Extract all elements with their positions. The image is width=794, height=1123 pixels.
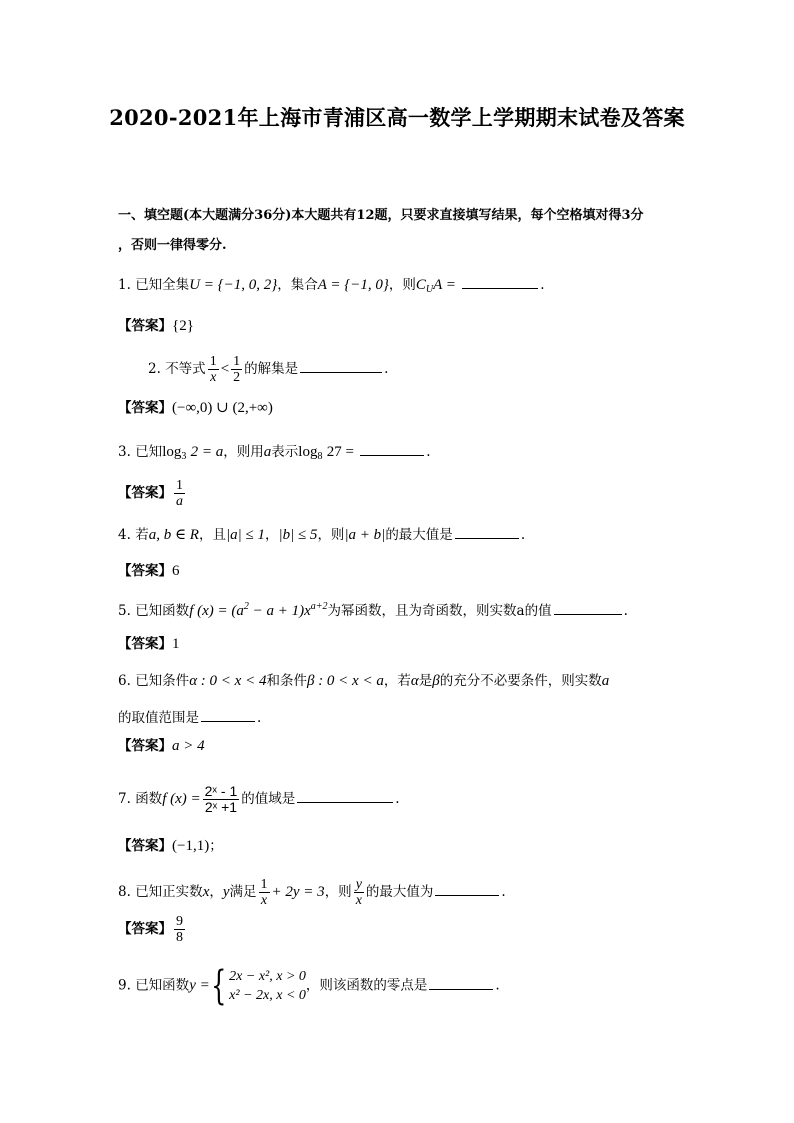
answer-blank[interactable] (554, 600, 622, 615)
answer-3: 【答案】 $\frac{1}{a}$ (118, 478, 183, 509)
question-8: 8. 已知正实数x，y满足 $\frac{1}{x}$ + 2y = 3，则 $\frac{y}{x}$ 的最大值为 . (118, 877, 506, 908)
answer-blank[interactable] (435, 881, 499, 896)
question-5: 5. 已知函数f $(x) = (a^2 - a + 1)x^{a+2}$为幂函数，且为奇函数，则实数a的值 . (118, 601, 628, 619)
answer-blank[interactable] (455, 524, 519, 539)
question-1: 1. 已知全集U = {−1, 0, 2}，集合A = {−1, 0}，则$C_UA$ = . (118, 274, 678, 300)
question-7: 7. 函数f (x) = $\frac{\text{2ˣ - 1}}{\text{2ˣ +1}}$ 的值域是 . (118, 783, 400, 815)
answer-blank[interactable] (201, 707, 255, 722)
question-3: 3. 已知$\log_3 2 = a$，则用a表示$\log_8 27$ = . (118, 441, 678, 467)
answer-blank[interactable] (300, 358, 382, 373)
page-title: 2020-2021年上海市青浦区高一数学上学期期末试卷及答案 (109, 105, 685, 130)
answer-4: 【答案】6 (118, 563, 180, 579)
question-2: 2. 不等式 $\frac{1}{x}$ < $\frac{1}{2}$ 的解集是 . (148, 354, 389, 385)
question-6-cont: 的取值范围是 . (118, 707, 678, 728)
answer-blank[interactable] (297, 788, 393, 803)
answer-blank[interactable] (360, 441, 424, 456)
section-intro-line-2: ，否则一律得零分. (118, 238, 227, 253)
answer-8: 【答案】 $\frac{9}{8}$ (118, 914, 183, 945)
answer-1: 【答案】{2} (118, 318, 194, 334)
question-4: 4. 若a, b ∈ R，且|a| ≤ 1，|b| ≤ 5，则|a + b|的最大值是 . (118, 524, 678, 545)
question-6: 6. 已知条件α : 0 < x < 4和条件β : 0 < x < a，若α是β的充分不必要条件，则实数a (118, 673, 610, 689)
section-intro-line-1: 一、填空题(本大题满分36分)本大题共有12题，只要求直接填写结果，每个空格填对得3分 (118, 208, 644, 223)
answer-2: 【答案】(−∞,0) ∪ (2,+∞) (118, 400, 273, 416)
piecewise-function: 2x − x², x > 0 x² − 2x, x < 0 (229, 969, 306, 1003)
answer-6: 【答案】a > 4 (118, 738, 205, 754)
answer-blank[interactable] (462, 274, 538, 289)
answer-5: 【答案】1 (118, 636, 180, 652)
brace-icon: { (210, 963, 227, 1009)
answer-blank[interactable] (429, 975, 493, 990)
question-9: 9. 已知函数y ={ 2x − x², x > 0 x² − 2x, x < 0 ，则该函数的零点是 . (118, 963, 500, 1009)
answer-7: 【答案】(−1,1)； (118, 838, 223, 854)
